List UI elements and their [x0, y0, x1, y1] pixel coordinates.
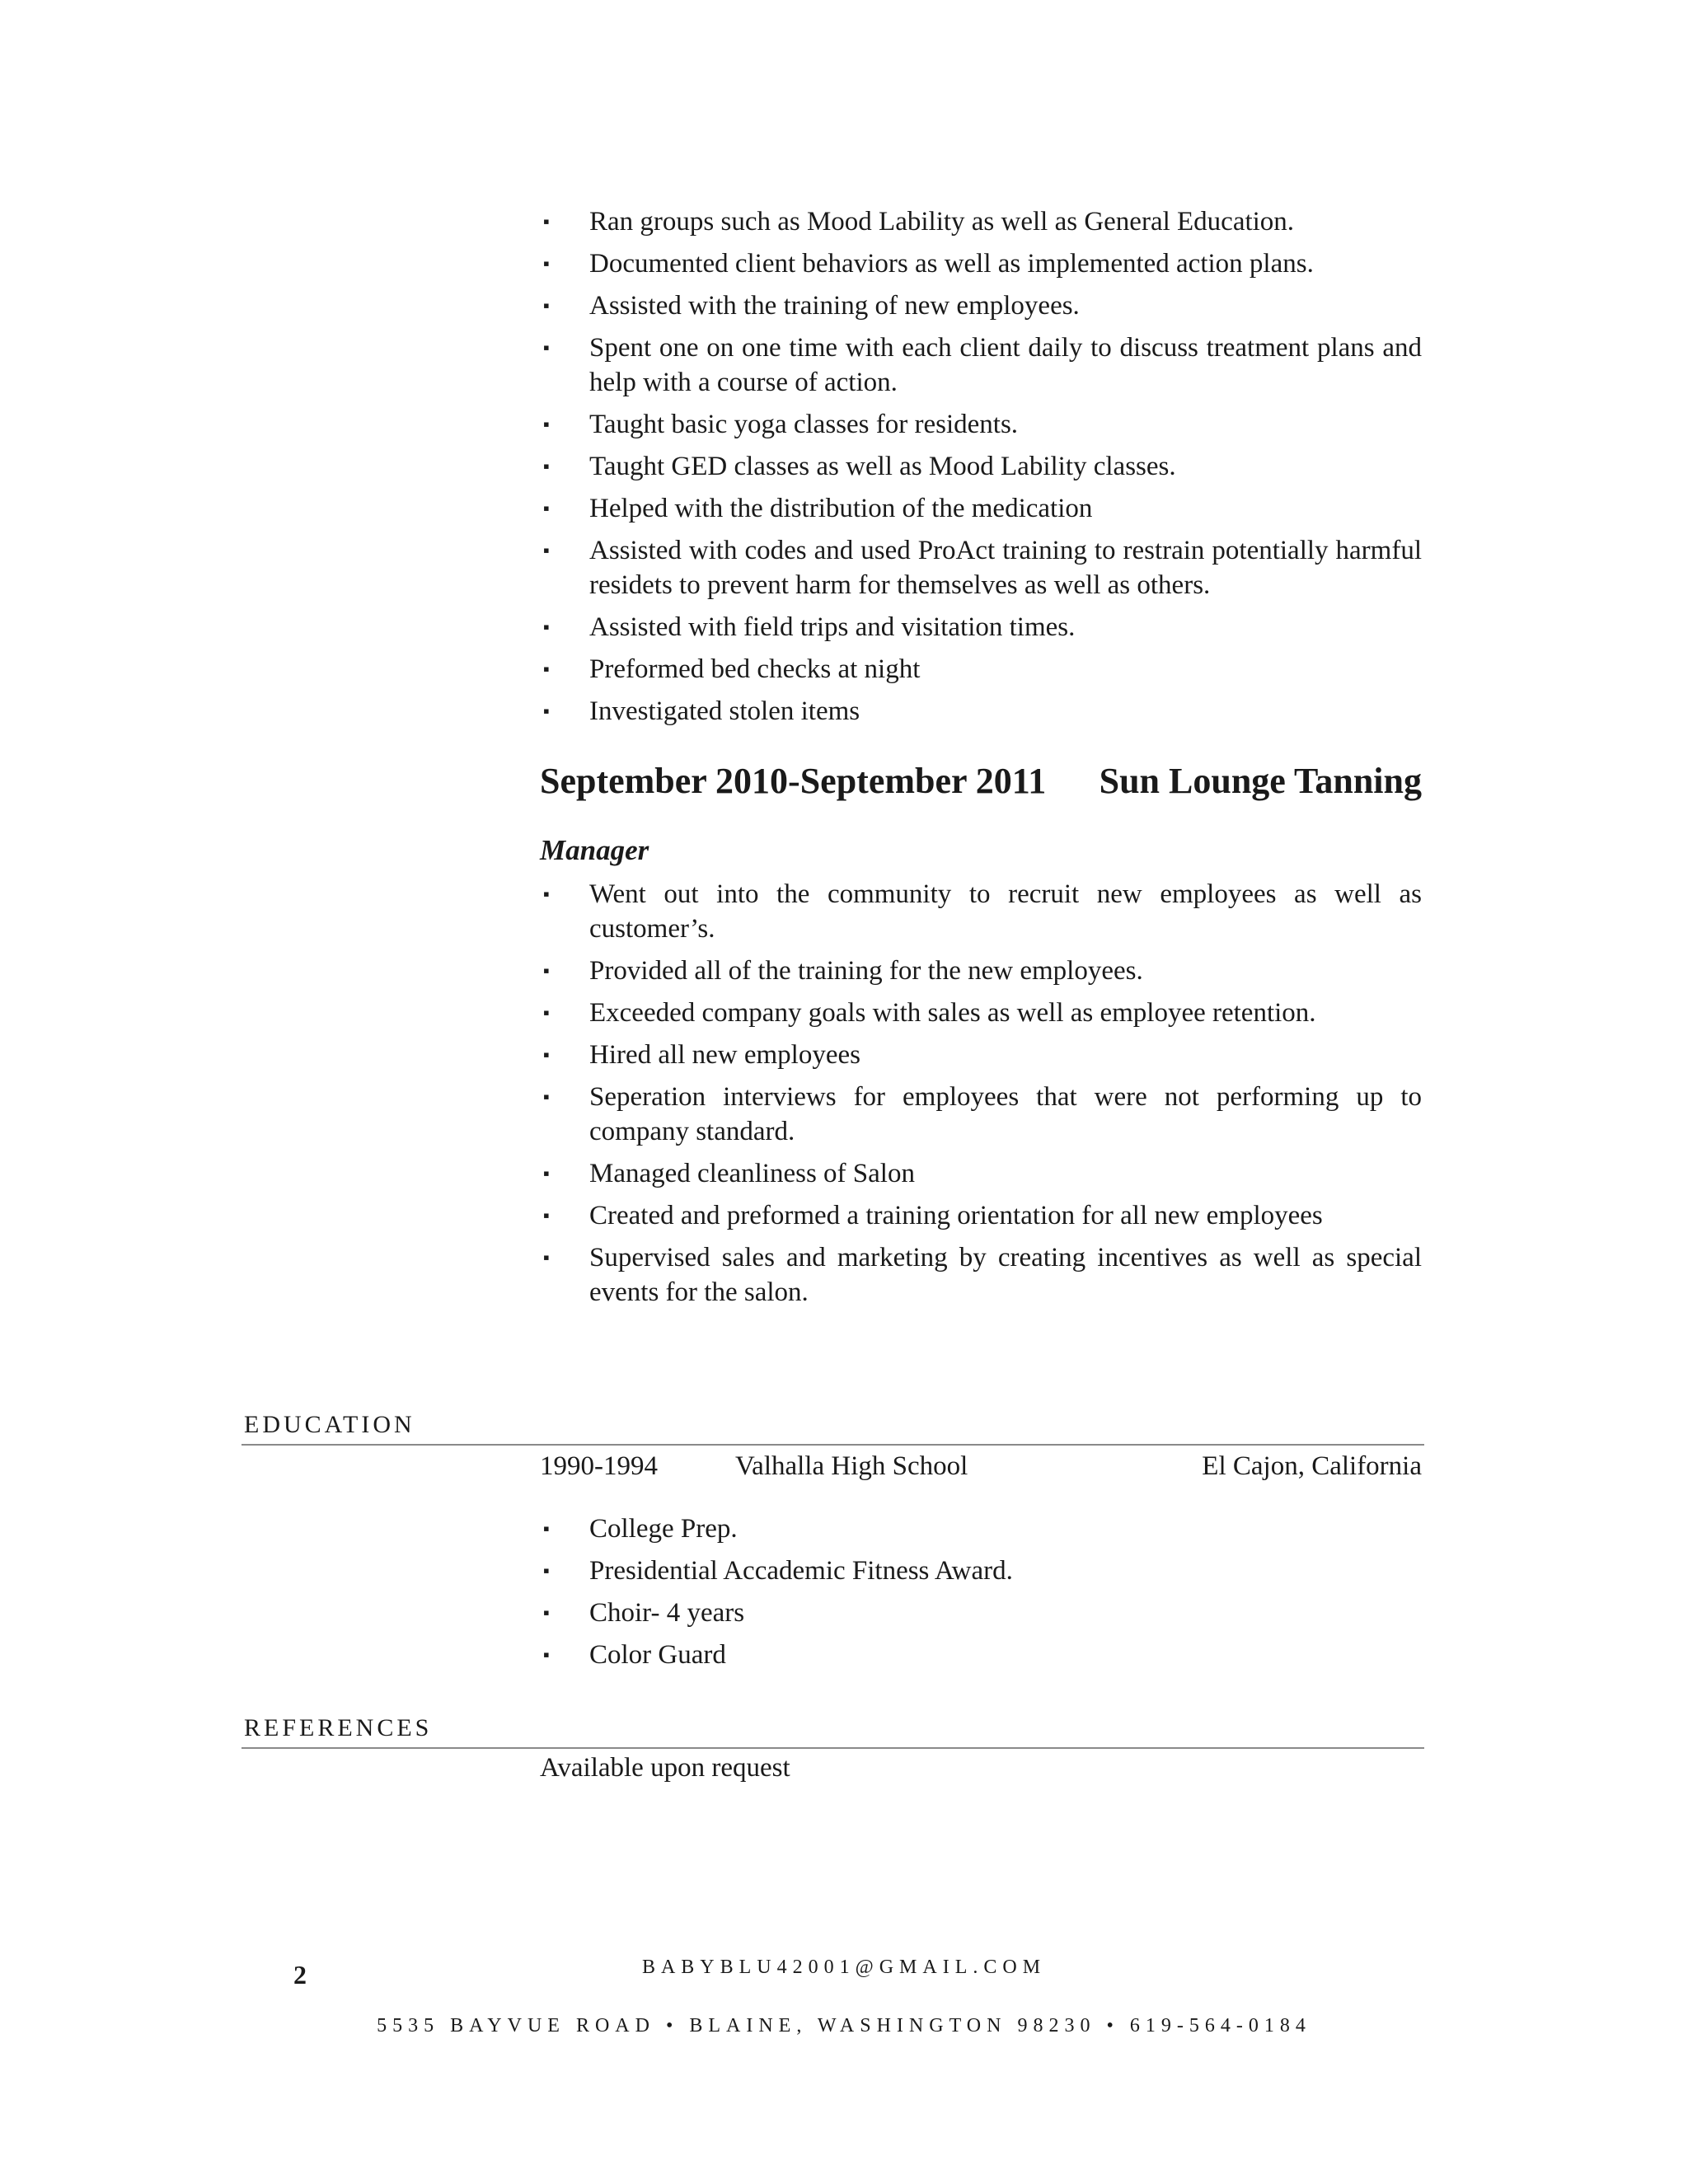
- references-label: REFERENCES: [244, 1714, 433, 1741]
- job-title: Manager: [540, 834, 649, 866]
- bullet-marker: ▪: [543, 1560, 550, 1581]
- list-item-text: Provided all of the training for the new employees.: [589, 956, 1143, 986]
- bullet-marker: ▪: [543, 1518, 550, 1539]
- list-item: [540, 449, 1422, 484]
- job-bullet-section: [540, 877, 1422, 1317]
- top-bullet-list: [540, 204, 1422, 729]
- bullet-marker: ▪: [543, 1044, 550, 1065]
- list-item: [540, 1038, 1422, 1072]
- list-item-text: Presidential Accademic Fitness Award.: [589, 1556, 1013, 1586]
- bullet-marker: ▪: [543, 701, 550, 721]
- list-item-text: Spent one on one time with each client daily to discuss treatment plans and help with a course of action.: [589, 333, 1422, 397]
- references-divider: [241, 1747, 1424, 1749]
- list-item: [540, 1198, 1422, 1233]
- education-label: EDUCATION: [244, 1411, 415, 1438]
- footer-address: 5535 BAYVUE ROAD • BLAINE, WASHINGTON 98230 • 619-564-0184: [377, 2015, 1311, 2036]
- list-item-text: Color Guard: [589, 1640, 726, 1670]
- bullet-marker: ▪: [543, 1602, 550, 1623]
- page-number: 2: [293, 1960, 307, 1990]
- list-item: [540, 1080, 1422, 1149]
- references-text: Available upon request: [540, 1753, 790, 1783]
- bullet-marker: ▪: [543, 1205, 550, 1226]
- education-years: 1990-1994: [540, 1451, 658, 1481]
- list-item: [540, 877, 1422, 946]
- job-company: Sun Lounge Tanning: [1099, 761, 1422, 801]
- bullet-marker: ▪: [543, 456, 550, 476]
- list-item-text: Went out into the community to recruit new employees as well as customer’s.: [589, 879, 1422, 944]
- education-bullet-section: [540, 1511, 1422, 1680]
- bullet-marker: ▪: [543, 1086, 550, 1107]
- list-item-text: College Prep.: [589, 1514, 738, 1544]
- list-item-text: Documented client behaviors as well as implemented action plans.: [589, 249, 1314, 279]
- list-item: [540, 1638, 1422, 1672]
- footer-email: BABYBLU42001@GMAIL.COM: [641, 1957, 1047, 1978]
- bullet-marker: ▪: [543, 616, 550, 637]
- job-dates: September 2010-September 2011: [540, 761, 1047, 801]
- bullet-marker: ▪: [543, 540, 550, 560]
- list-item-text: Supervised sales and marketing by creating incentives as well as special events for the salon.: [589, 1243, 1422, 1307]
- list-item-text: Taught basic yoga classes for residents.: [589, 410, 1019, 439]
- top-bullet-section: [540, 204, 1422, 736]
- bullet-marker: ▪: [543, 1247, 550, 1268]
- list-item-text: Assisted with field trips and visitation times.: [589, 612, 1076, 642]
- list-item-text: Choir- 4 years: [589, 1598, 745, 1628]
- list-item: [540, 491, 1422, 526]
- bullet-marker: ▪: [543, 1644, 550, 1665]
- list-item: [540, 204, 1422, 239]
- list-item: [540, 1156, 1422, 1191]
- bullet-marker: ▪: [543, 883, 550, 904]
- list-item: [540, 1554, 1422, 1588]
- bullet-marker: ▪: [543, 211, 550, 232]
- bullet-marker: ▪: [543, 295, 550, 316]
- list-item: [540, 610, 1422, 644]
- education-divider: [241, 1444, 1424, 1446]
- list-item-text: Seperation interviews for employees that were not performing up to company standard.: [589, 1082, 1422, 1146]
- list-item-text: Hired all new employees: [589, 1040, 860, 1070]
- list-item: [540, 1240, 1422, 1310]
- list-item-text: Ran groups such as Mood Lability as well as General Education.: [589, 207, 1295, 237]
- list-item-text: Exceeded company goals with sales as well as employee retention.: [589, 998, 1316, 1028]
- list-item: [540, 407, 1422, 442]
- education-location: El Cajon, California: [1202, 1451, 1422, 1481]
- job-heading: [540, 757, 1422, 806]
- education-school: Valhalla High School: [735, 1451, 968, 1481]
- list-item: [540, 954, 1422, 988]
- bullet-marker: ▪: [543, 1163, 550, 1183]
- list-item-text: Assisted with the training of new employees.: [589, 291, 1080, 321]
- bullet-marker: ▪: [543, 960, 550, 981]
- list-item: [540, 288, 1422, 323]
- list-item-text: Managed cleanliness of Salon: [589, 1159, 915, 1188]
- bullet-marker: ▪: [543, 1002, 550, 1023]
- list-item: [540, 996, 1422, 1030]
- job-bullet-list: [540, 877, 1422, 1310]
- bullet-marker: ▪: [543, 498, 550, 518]
- list-item: [540, 1596, 1422, 1630]
- list-item: [540, 652, 1422, 687]
- bullet-marker: ▪: [543, 337, 550, 358]
- education-bullet-list: [540, 1511, 1422, 1672]
- list-item: [540, 246, 1422, 281]
- list-item-text: Helped with the distribution of the medication: [589, 494, 1093, 523]
- list-item-text: Taught GED classes as well as Mood Lability classes.: [589, 452, 1176, 481]
- bullet-marker: ▪: [543, 414, 550, 434]
- list-item: [540, 533, 1422, 602]
- list-item-text: Assisted with codes and used ProAct training to restrain potentially harmful residets to prevent harm for themselves as well as others.: [589, 536, 1422, 600]
- bullet-marker: ▪: [543, 658, 550, 679]
- list-item-text: Preformed bed checks at night: [589, 654, 921, 684]
- list-item: [540, 330, 1422, 400]
- list-item: [540, 1511, 1422, 1546]
- list-item-text: Created and preformed a training orientation for all new employees: [589, 1201, 1323, 1230]
- list-item: [540, 694, 1422, 729]
- bullet-marker: ▪: [543, 253, 550, 274]
- list-item-text: Investigated stolen items: [589, 696, 860, 726]
